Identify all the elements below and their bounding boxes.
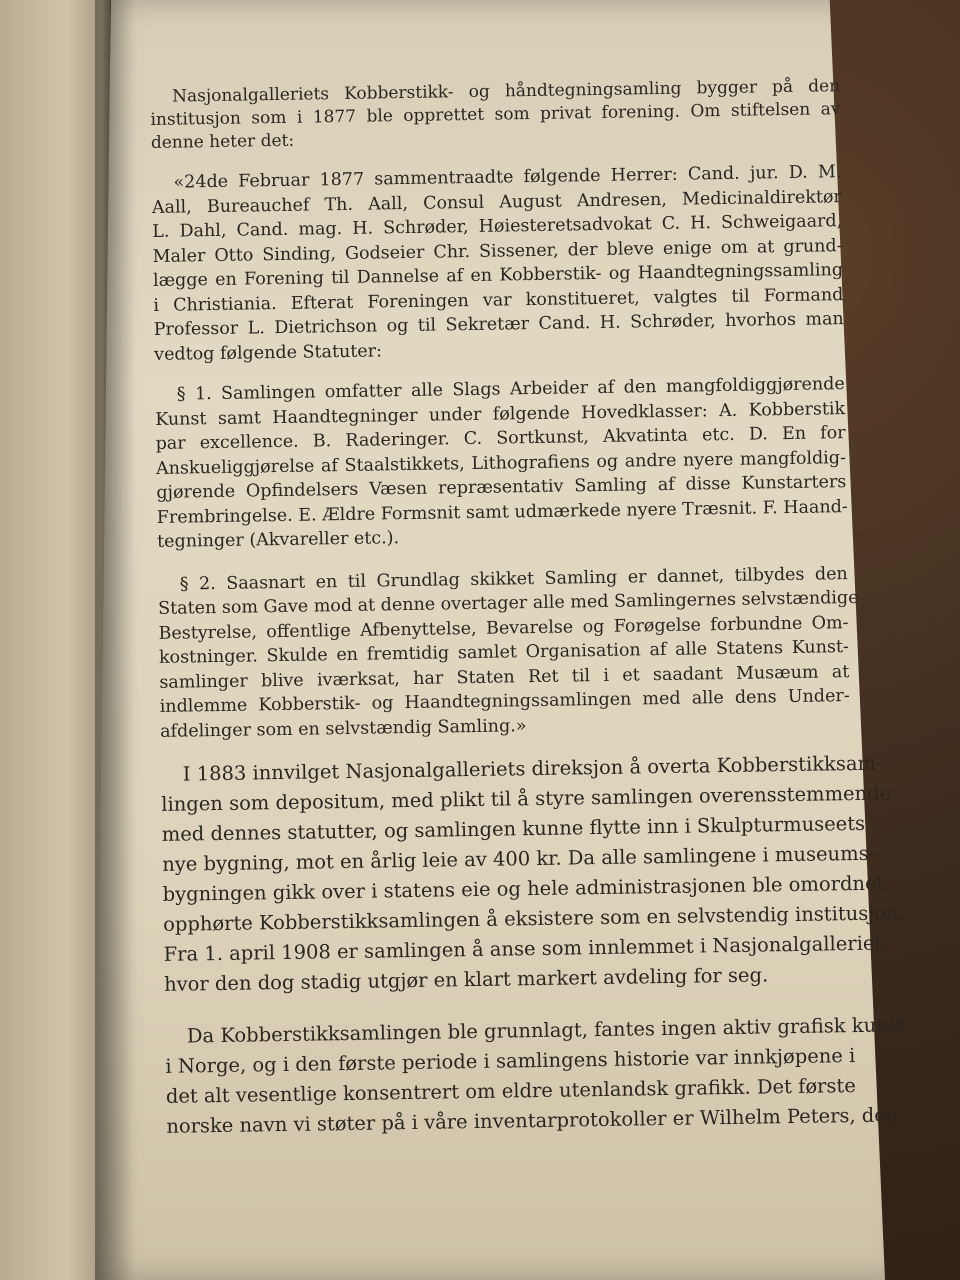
- text-line: Fra 1. april 1908 er samlingen å anse som innlemmet i Nasjonalgalleriet,: [163, 931, 889, 966]
- text-line: opphørte Kobberstikksamlingen å eksistere som en selvstendig institusjon.: [162, 901, 905, 936]
- intro-paragraph: [150, 75, 841, 155]
- text-line: nye bygning, mot en årlig leie av 400 kr. Da alle samlingene i museums-: [162, 841, 876, 876]
- statute-section-1: [155, 372, 848, 554]
- text-line: «24de Februar 1877 sammentraadte følgende Herrer: Cand. jur. D. M.: [173, 162, 842, 193]
- text-line: Frembringelse. E. Ældre Formsnit samt udmærkede nyere Træsnit. F. Haand-: [156, 496, 848, 528]
- text-line: tegninger (Akvareller etc.).: [157, 528, 400, 552]
- text-line: Kunst samt Haandtegninger under følgende Hovedklasser: A. Kobberstik: [155, 398, 846, 430]
- left-page-edge: [0, 0, 110, 1280]
- text-line: bygningen gikk over i statens eie og hele administrasjonen ble omordnet,: [162, 871, 891, 906]
- text-line: hvor den dog stadig utgjør en klart markert avdeling for seg.: [163, 963, 769, 996]
- text-line: Nasjonalgalleriets Kobberstikk- og håndtegningsamling bygger på den: [172, 76, 841, 107]
- text-line: Da Kobberstikksamlingen ble grunnlagt, fantes ingen aktiv grafisk kunst: [186, 1013, 907, 1048]
- text-line: samlinger blive iværksat, har Staten Ret til i et saadant Musæum at: [159, 661, 850, 693]
- statute-section-2: [158, 562, 859, 744]
- text-line: par excellence. B. Raderinger. C. Sortkunst, Akvatinta etc. D. En for: [155, 423, 846, 454]
- text-line: med dennes statutter, og samlingen kunne flytte inn i Skulpturmuseets: [161, 811, 866, 846]
- text-line: vedtog følgende Statuter:: [154, 340, 383, 365]
- text-line: Staten som Gave mod at denne overtager alle med Samlingernes selvstændige: [158, 587, 859, 619]
- text-line: Maler Otto Sinding, Godseier Chr. Sissener, der bleve enige om at grund-: [152, 235, 843, 267]
- text-line: i Norge, og i den første periode i samlingens historie var innkjøpene i: [165, 1044, 856, 1078]
- text-line: institusjon som i 1877 ble opprettet som privat forening. Om stiftelsen av: [150, 99, 841, 130]
- text-line: afdelinger som en selvstændig Samling.»: [159, 715, 527, 742]
- text-line: lingen som depositum, med plikt til å styre samlingen overensstemmende: [161, 781, 892, 816]
- text-line: L. Dahl, Cand. mag. H. Schrøder, Høiesteretsadvokat C. H. Schweigaard,: [152, 211, 843, 242]
- quote-opening-paragraph: [151, 160, 844, 367]
- text-line: gjørende Opfindelsers Væsen repræsentativ Samling af disse Kunstarters: [156, 472, 847, 503]
- text-line: Anskueliggjørelse af Staalstikkets, Lithografiens og andre nyere mangfoldig-: [155, 447, 847, 479]
- paragraph-grafisk-kunst: [165, 1011, 907, 1142]
- text-line: § 2. Saasnart en til Grundlag skikket Samling er dannet, tilbydes den: [179, 563, 848, 595]
- text-line: det alt vesentlige konsentrert om eldre utenlandsk grafikk. Det første: [165, 1074, 856, 1108]
- text-line: Professor L. Dietrichson og til Sekretær Cand. H. Schrøder, hvorhos man: [153, 309, 844, 340]
- page-text: [150, 75, 907, 1142]
- text-line: Aall, Bureauchef Th. Aall, Consul August Andresen, Medicinaldirektør: [151, 186, 842, 218]
- text-line: lægge en Forening til Dannelse af en Kobberstik- og Haandtegningssamling: [152, 260, 844, 291]
- paragraph-1883: [161, 749, 905, 1000]
- text-line: norske navn vi støter på i våre inventarprotokoller er Wilhelm Peters, den: [166, 1103, 899, 1138]
- gutter-shadow: [95, 0, 135, 1280]
- text-line: Bestyrelse, offentlige Afbenyttelse, Bevarelse og Forøgelse forbundne Om-: [158, 612, 849, 644]
- text-line: kostninger. Skulde en fremtidig samlet Organisation af alle Statens Kunst-: [158, 637, 850, 668]
- text-line: denne heter det:: [150, 130, 295, 153]
- text-line: i Christiania. Efterat Foreningen var konstitueret, valgtes til Formand: [153, 284, 844, 316]
- text-line: indlemme Kobberstik- og Haandtegningssamlingen med alle dens Under-: [159, 686, 850, 717]
- text-line: § 1. Samlingen omfatter alle Slags Arbeider af den mangfoldiggjørende: [176, 374, 845, 405]
- text-line: I 1883 innvilget Nasjonalgalleriets direksjon å overta Kobberstikksam-: [182, 751, 883, 786]
